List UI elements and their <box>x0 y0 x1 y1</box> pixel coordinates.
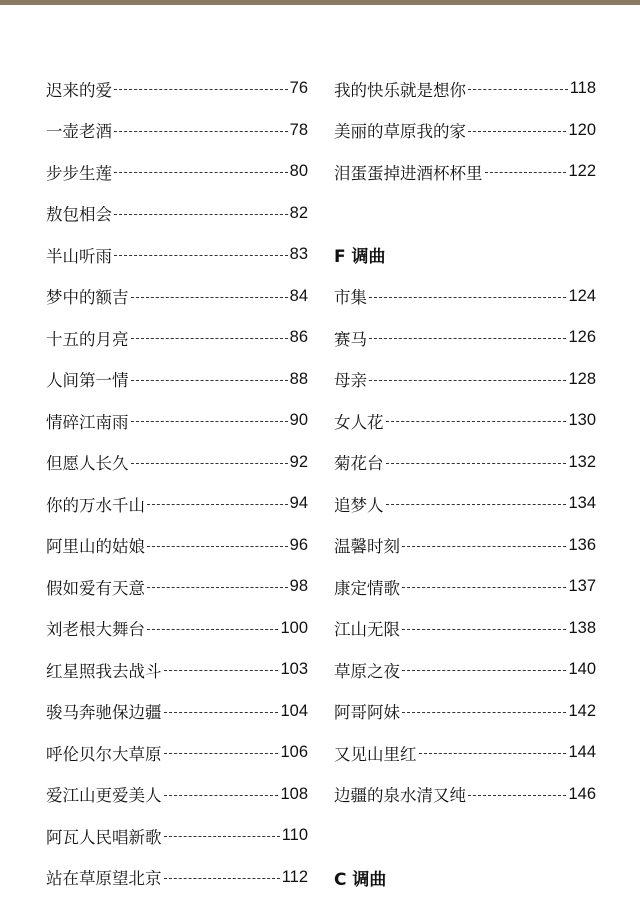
dot-leader <box>386 504 567 505</box>
toc-entry-page-number: 104 <box>280 702 308 721</box>
toc-entry-title: 美丽的草原我的家 <box>334 118 466 142</box>
toc-left-column <box>46 68 308 898</box>
toc-entry-page-number: 90 <box>290 411 308 430</box>
toc-entry-title: 一壶老酒 <box>46 118 112 142</box>
toc-entry-page-number: 124 <box>568 287 596 306</box>
toc-entry-page-number: 142 <box>568 702 596 721</box>
toc-entry-page-number: 110 <box>282 826 308 845</box>
toc-entry-title: 但愿人长久 <box>46 450 129 474</box>
dot-leader <box>164 712 279 713</box>
toc-entry-title: 赛马 <box>334 326 367 350</box>
toc-entry-title: 爱江山更爱美人 <box>46 782 162 806</box>
toc-entry-page-number: 120 <box>568 121 596 140</box>
toc-entry-page-number: 86 <box>290 328 308 347</box>
toc-entry-page-number: 122 <box>568 162 596 181</box>
toc-entry[interactable] <box>46 442 308 484</box>
toc-entry[interactable] <box>334 110 596 152</box>
dot-leader <box>147 629 278 630</box>
toc-entry-title: 阿里山的姑娘 <box>46 533 145 557</box>
dot-leader <box>164 670 279 671</box>
dot-leader <box>131 297 288 298</box>
toc-entry-title: 我的快乐就是想你 <box>334 77 466 101</box>
toc-entry-page-number: 100 <box>280 619 308 638</box>
toc-entry-title: 温馨时刻 <box>334 533 400 557</box>
toc-entry-title: 康定情歌 <box>334 575 400 599</box>
toc-entry-page-number: 84 <box>290 287 308 306</box>
section-gap <box>334 815 596 857</box>
toc-entry-page-number: 132 <box>568 453 596 472</box>
top-border-line <box>0 0 640 5</box>
toc-entry-page-number: 140 <box>568 660 596 679</box>
toc-entry[interactable] <box>46 857 308 898</box>
toc-entry[interactable] <box>334 732 596 774</box>
toc-entry-title: 梦中的额吉 <box>46 284 129 308</box>
toc-entry-title: 女人花 <box>334 409 384 433</box>
toc-entry[interactable] <box>46 151 308 193</box>
toc-entry-page-number: 82 <box>290 204 308 223</box>
toc-entry-page-number: 130 <box>568 411 596 430</box>
toc-entry[interactable] <box>46 649 308 691</box>
toc-entry-title: 边疆的泉水清又纯 <box>334 782 466 806</box>
toc-entry-title: 又见山里红 <box>334 741 417 765</box>
dot-leader <box>369 338 566 339</box>
toc-entry[interactable] <box>334 276 596 318</box>
toc-entry-title: 假如爱有天意 <box>46 575 145 599</box>
toc-entry[interactable] <box>46 525 308 567</box>
toc-entry[interactable] <box>334 608 596 650</box>
toc-entry-title: 你的万水千山 <box>46 492 145 516</box>
toc-entry-page-number: 83 <box>290 245 308 264</box>
toc-entry-page-number: 78 <box>290 121 308 140</box>
toc-entry[interactable] <box>46 193 308 235</box>
toc-entry[interactable] <box>46 234 308 276</box>
dot-leader <box>164 836 280 837</box>
dot-leader <box>131 421 288 422</box>
toc-entry-page-number: 96 <box>290 536 308 555</box>
section-gap <box>334 193 596 235</box>
toc-entry-page-number: 103 <box>280 660 308 679</box>
dot-leader <box>402 670 566 671</box>
toc-entry-page-number: 118 <box>570 79 596 98</box>
toc-entry-page-number: 128 <box>568 370 596 389</box>
toc-entry-page-number: 76 <box>290 79 308 98</box>
toc-entry-page-number: 108 <box>280 785 308 804</box>
toc-entry-title: 阿瓦人民唱新歌 <box>46 824 162 848</box>
dot-leader <box>468 795 566 796</box>
dot-leader <box>131 380 288 381</box>
dot-leader <box>164 795 279 796</box>
toc-entry[interactable] <box>334 483 596 525</box>
dot-leader <box>147 504 288 505</box>
toc-entry[interactable] <box>46 110 308 152</box>
toc-entry[interactable] <box>334 359 596 401</box>
toc-entry-page-number: 136 <box>568 536 596 555</box>
toc-entry-page-number: 138 <box>568 619 596 638</box>
dot-leader <box>386 463 567 464</box>
toc-entry-title: 站在草原望北京 <box>46 865 162 889</box>
toc-entry-page-number: 80 <box>290 162 308 181</box>
toc-entry-title: 刘老根大舞台 <box>46 616 145 640</box>
toc-entry-title: 情碎江南雨 <box>46 409 129 433</box>
toc-entry-title: 人间第一情 <box>46 367 129 391</box>
toc-entry[interactable] <box>334 691 596 733</box>
toc-entry[interactable] <box>46 691 308 733</box>
toc-entry-page-number: 134 <box>568 494 596 513</box>
toc-entry[interactable] <box>334 317 596 359</box>
dot-leader <box>402 712 566 713</box>
toc-entry[interactable] <box>334 566 596 608</box>
toc-entry[interactable] <box>334 774 596 816</box>
toc-entry-title: 市集 <box>334 284 367 308</box>
toc-entry-title: 红星照我去战斗 <box>46 658 162 682</box>
toc-entry-page-number: 137 <box>568 577 596 596</box>
toc-entry-title: 母亲 <box>334 367 367 391</box>
dot-leader <box>468 131 566 132</box>
toc-entry[interactable] <box>46 732 308 774</box>
toc-entry-page-number: 112 <box>282 868 308 887</box>
dot-leader <box>402 629 566 630</box>
toc-entry-title: 追梦人 <box>334 492 384 516</box>
toc-entry-page-number: 98 <box>290 577 308 596</box>
toc-entry-title: 呼伦贝尔大草原 <box>46 741 162 765</box>
toc-entry-title: 迟来的爱 <box>46 77 112 101</box>
toc-entry[interactable] <box>46 815 308 857</box>
toc-entry[interactable] <box>46 317 308 359</box>
dot-leader <box>485 172 567 173</box>
toc-entry-title: 步步生莲 <box>46 160 112 184</box>
toc-entry[interactable] <box>46 774 308 816</box>
toc-entry[interactable] <box>334 151 596 193</box>
toc-entry-page-number: 144 <box>568 743 596 762</box>
dot-leader <box>114 172 288 173</box>
dot-leader <box>468 89 568 90</box>
toc-entry-title: 菊花台 <box>334 450 384 474</box>
dot-leader <box>402 546 566 547</box>
toc-entry-title: 十五的月亮 <box>46 326 129 350</box>
section-heading-c: C 调曲 <box>334 857 596 898</box>
toc-entry-title: 骏马奔驰保边疆 <box>46 699 162 723</box>
toc-entry[interactable] <box>334 525 596 567</box>
dot-leader <box>131 463 288 464</box>
toc-entry-title: 泪蛋蛋掉进酒杯杯里 <box>334 160 483 184</box>
toc-entry-page-number: 106 <box>280 743 308 762</box>
toc-entry-page-number: 88 <box>290 370 308 389</box>
toc-entry[interactable] <box>334 400 596 442</box>
toc-entry[interactable] <box>334 68 596 110</box>
toc-entry[interactable] <box>46 483 308 525</box>
toc-entry[interactable] <box>46 68 308 110</box>
toc-entry-page-number: 146 <box>568 785 596 804</box>
toc-entry[interactable] <box>46 608 308 650</box>
toc-entry-title: 江山无限 <box>334 616 400 640</box>
toc-entry-title: 草原之夜 <box>334 658 400 682</box>
dot-leader <box>164 878 280 879</box>
toc-entry-title: 阿哥阿妹 <box>334 699 400 723</box>
dot-leader <box>114 255 288 256</box>
toc-entry-page-number: 126 <box>568 328 596 347</box>
dot-leader <box>402 587 566 588</box>
toc-entry[interactable] <box>46 566 308 608</box>
toc-entry[interactable] <box>46 359 308 401</box>
dot-leader <box>369 380 566 381</box>
dot-leader <box>147 587 288 588</box>
dot-leader <box>164 753 279 754</box>
toc-entry-title: 敖包相会 <box>46 201 112 225</box>
toc-entry[interactable] <box>334 649 596 691</box>
dot-leader <box>369 297 566 298</box>
toc-entry-page-number: 92 <box>290 453 308 472</box>
toc-entry-title: 半山听雨 <box>46 243 112 267</box>
dot-leader <box>147 546 288 547</box>
dot-leader <box>131 338 288 339</box>
toc-entry[interactable] <box>46 276 308 318</box>
dot-leader <box>114 89 288 90</box>
dot-leader <box>386 421 567 422</box>
section-heading-f: F 调曲 <box>334 234 596 276</box>
dot-leader <box>114 214 288 215</box>
toc-right-top-entries <box>334 68 596 193</box>
toc-f-section-entries <box>334 276 596 816</box>
dot-leader <box>114 131 288 132</box>
toc-entry[interactable] <box>46 400 308 442</box>
toc-right-column <box>334 68 596 898</box>
toc-entry[interactable] <box>334 442 596 484</box>
dot-leader <box>419 753 567 754</box>
toc-entry-page-number: 94 <box>290 494 308 513</box>
